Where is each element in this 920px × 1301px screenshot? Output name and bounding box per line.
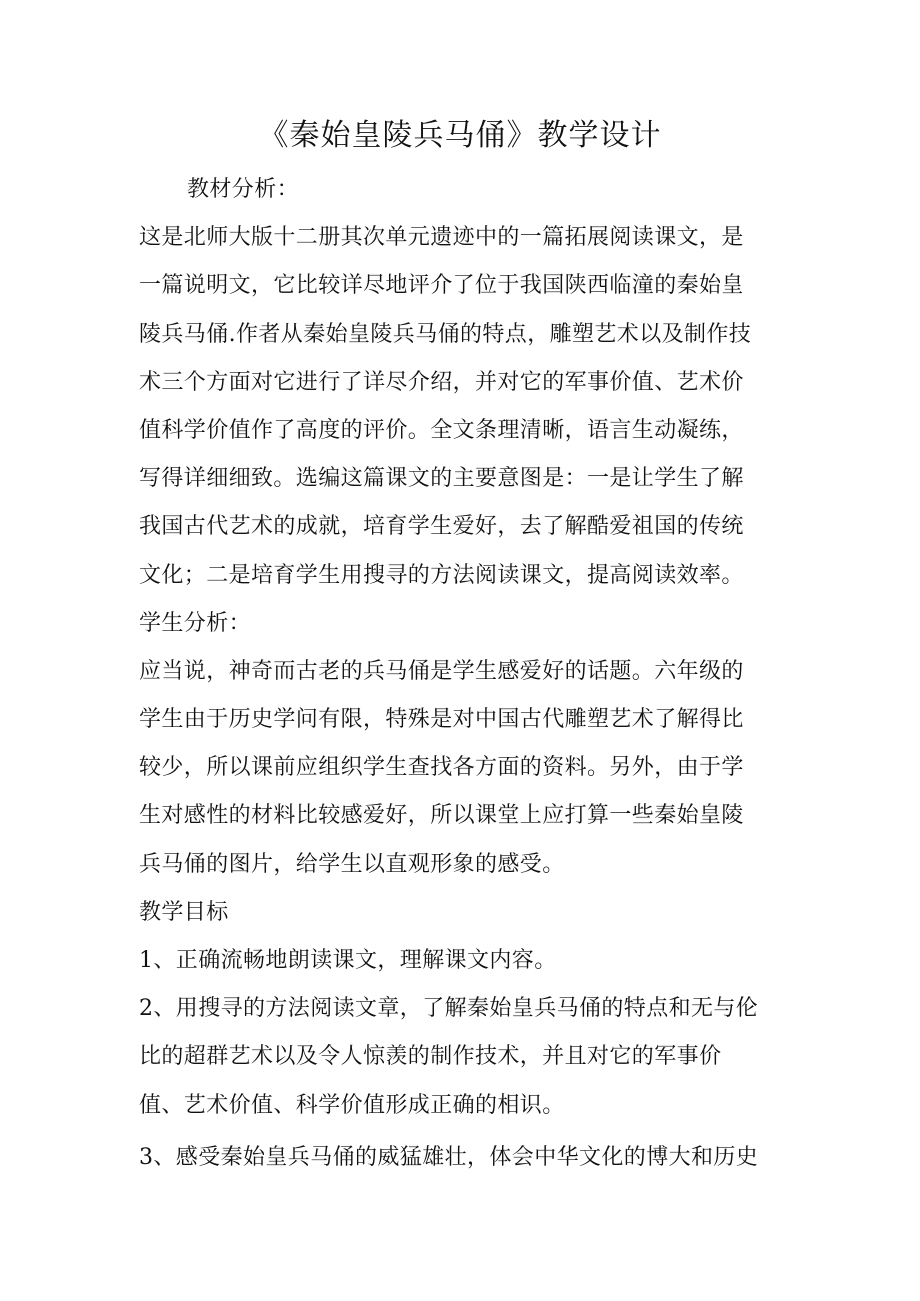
paragraph-line: 一篇说明文，它比较详尽地评介了位于我国陕西临潼的秦始皇 — [139, 273, 744, 299]
section-heading-student-analysis: 学生分析： — [139, 610, 252, 636]
section-heading-teaching-goals: 教学目标 — [139, 899, 229, 925]
document-body — [139, 166, 784, 1182]
paragraph-line: 兵马俑的图片，给学生以直观形象的感受。 — [139, 851, 565, 877]
goal-item: 3、感受秦始皇兵马俑的威猛雄壮，体会中华文化的博大和历史 — [139, 1144, 759, 1170]
paragraph-line: 比的超群艺术以及令人惊羡的制作技术，并且对它的军事价 — [139, 1044, 722, 1070]
paragraph-line: 这是北师大版十二册其次单元遗迹中的一篇拓展阅读课文，是 — [139, 225, 744, 251]
goal-item: 1、正确流畅地朗读课文，理解课文内容。 — [139, 948, 557, 973]
section-heading-textbook-analysis: 教材分析： — [187, 177, 300, 202]
paragraph-line: 学生由于历史学问有限，特殊是对中国古代雕塑艺术了解得比 — [139, 707, 744, 733]
paragraph-line: 术三个方面对它进行了详尽介绍，并对它的军事价值、艺术价 — [139, 369, 744, 395]
paragraph-line: 值科学价值作了高度的评价。全文条理清晰，语言生动凝练， — [139, 417, 744, 443]
paragraph-line: 较少，所以课前应组织学生查找各方面的资料。另外，由于学 — [139, 755, 744, 781]
paragraph-line: 陵兵马俑.作者从秦始皇陵兵马俑的特点，雕塑艺术以及制作技 — [139, 321, 752, 347]
goal-item: 2、用搜寻的方法阅读文章，了解秦始皇兵马俑的特点和无与伦 — [139, 996, 759, 1022]
paragraph-line: 我国古代艺术的成就，培育学生爱好，去了解酷爱祖国的传统 — [139, 514, 744, 540]
paragraph-line: 生对感性的材料比较感爱好，所以课堂上应打算一些秦始皇陵 — [139, 803, 744, 829]
paragraph-line: 应当说，神奇而古老的兵马俑是学生感爱好的话题。六年级的 — [139, 658, 744, 684]
paragraph-line: 写得详细细致。选编这篇课文的主要意图是：一是让学生了解 — [139, 466, 744, 492]
paragraph-line: 文化；二是培育学生用搜寻的方法阅读课文，提高阅读效率。 — [139, 562, 744, 588]
document-title: 《秦始皇陵兵马俑》教学设计 — [258, 118, 662, 153]
paragraph-line: 值、艺术价值、科学价值形成正确的相识。 — [139, 1092, 565, 1118]
